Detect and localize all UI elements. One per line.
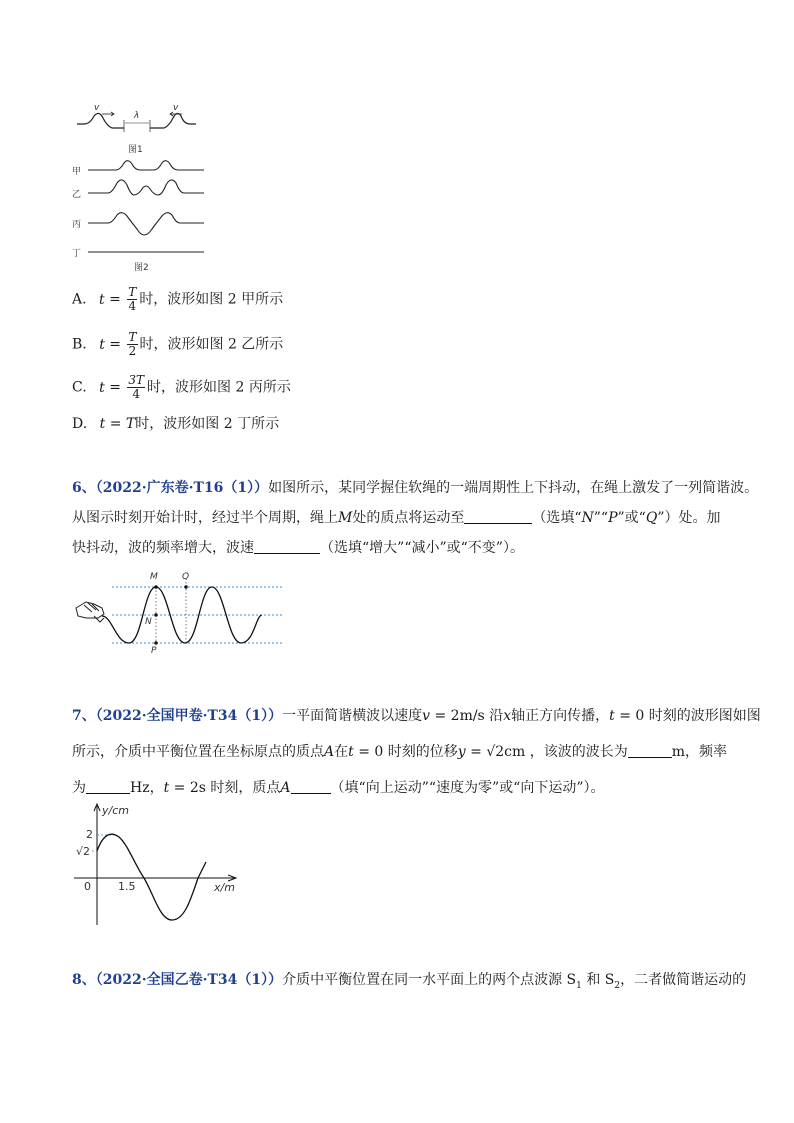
option-a bbox=[72, 286, 283, 313]
q7-text: = 2m/s 沿 bbox=[430, 708, 504, 724]
q7-text: = √2cm ，该波的波长为 bbox=[465, 744, 628, 760]
q6-var-n: N bbox=[581, 510, 594, 526]
q8-line-1 bbox=[72, 970, 746, 996]
option-d bbox=[72, 414, 279, 434]
q7-y-axis-label: y/cm bbox=[102, 804, 129, 817]
option-letter: C. bbox=[72, 379, 87, 396]
q6-var-q: Q bbox=[645, 510, 658, 526]
q7-var-t: t bbox=[348, 744, 354, 760]
figure-2 bbox=[72, 155, 212, 275]
option-letter: B. bbox=[72, 336, 87, 353]
q7-var-v: v bbox=[422, 708, 431, 724]
q7-text: = 0 时刻的位移 bbox=[353, 744, 458, 760]
option-fraction bbox=[127, 286, 137, 313]
fraction-numerator: T bbox=[128, 285, 137, 299]
fraction-denominator: 4 bbox=[128, 299, 137, 313]
option-fraction bbox=[127, 374, 145, 401]
q6-text: （选填“增大”“减小”或“不变”）。 bbox=[320, 540, 524, 556]
answer-blank[interactable] bbox=[86, 779, 130, 794]
q6-fig-label-p: P bbox=[151, 646, 157, 656]
option-letter: D. bbox=[72, 416, 88, 432]
fig2-caption: 图2 bbox=[134, 263, 149, 273]
option-text: 时，波形如图 2 乙所示 bbox=[139, 336, 284, 353]
option-t: t bbox=[99, 416, 106, 432]
q7-text: Hz， bbox=[130, 780, 164, 796]
q6-line-2 bbox=[72, 508, 721, 528]
q7-text: 在 bbox=[334, 744, 349, 760]
option-fraction bbox=[127, 331, 137, 358]
q6-figure bbox=[72, 572, 292, 658]
q6-fig-label-q: Q bbox=[182, 572, 190, 582]
fraction-denominator: 2 bbox=[128, 344, 137, 358]
q7-var-t: t bbox=[163, 780, 170, 796]
q7-tick-sqrt2: √2 bbox=[76, 845, 91, 858]
option-eq: = bbox=[109, 336, 122, 353]
q7-text: = 2s 时刻，质点 bbox=[169, 780, 281, 796]
q8-text: 介质中平衡位置在同一水平面上的两个点波源 S bbox=[282, 972, 577, 988]
answer-blank[interactable] bbox=[291, 779, 331, 794]
q6-line-3 bbox=[72, 538, 524, 558]
q6-text: 快抖动，波的频率增大，波速 bbox=[72, 540, 254, 556]
option-c bbox=[72, 374, 291, 401]
q6-var-p: P bbox=[608, 510, 618, 526]
q7-var-x: x bbox=[503, 708, 512, 724]
q7-line-3 bbox=[72, 778, 605, 798]
q7-line-2 bbox=[72, 742, 727, 762]
option-eq: = bbox=[109, 291, 121, 308]
fig1-caption: 图1 bbox=[128, 145, 143, 155]
q6-fig-label-n: N bbox=[145, 617, 152, 627]
q6-text: 从图示时刻开始计时，经过半个周期，绳上 bbox=[72, 510, 338, 526]
hand-icon bbox=[76, 602, 104, 622]
option-letter: A. bbox=[72, 291, 87, 308]
q6-text: 如图所示，某同学握住软绳的一端周期性上下抖动，在绳上激发了一列简谐波。 bbox=[268, 480, 759, 496]
answer-blank[interactable] bbox=[464, 509, 532, 524]
option-text: 时，波形如图 2 丙所示 bbox=[147, 379, 291, 396]
fig1-v-left: v bbox=[94, 103, 100, 113]
q7-var-a: A bbox=[280, 780, 291, 796]
option-t: t bbox=[99, 336, 105, 353]
q7-var-a: A bbox=[324, 744, 335, 760]
q7-var-t: t bbox=[609, 708, 615, 724]
q7-origin: 0 bbox=[84, 880, 91, 893]
option-eq: = bbox=[109, 416, 122, 432]
fig1-lambda: λ bbox=[134, 111, 140, 121]
figure-2-waves bbox=[72, 155, 212, 275]
q7-text: = 0 时刻的波形图如图 bbox=[614, 708, 761, 724]
q7-text: m，频率 bbox=[671, 744, 727, 760]
fig2-label-jia: 甲 bbox=[72, 167, 82, 177]
q8-sub-1: 1 bbox=[576, 980, 582, 991]
q6-text: 处的质点将运动至 bbox=[352, 510, 465, 526]
q7-x-axis-label: x/m bbox=[214, 881, 235, 894]
q6-rope-wave bbox=[72, 572, 292, 658]
q7-text: 所示，介质中平衡位置在坐标原点的质点 bbox=[72, 744, 324, 760]
q7-line-1 bbox=[72, 706, 761, 726]
q7-tick-2: 2 bbox=[86, 828, 93, 841]
q7-var-y: y bbox=[457, 744, 466, 760]
fig2-label-bing: 丙 bbox=[72, 220, 82, 230]
q7-text: 轴正方向传播， bbox=[511, 708, 610, 724]
q6-text: ”）处。加 bbox=[657, 510, 721, 526]
q7-wave-graph bbox=[66, 800, 246, 930]
q8-sub-2: 2 bbox=[614, 980, 621, 991]
q8-text: ，二者做简谐运动的 bbox=[620, 972, 747, 988]
figure-1 bbox=[72, 100, 202, 156]
option-eq: = bbox=[109, 379, 121, 396]
fraction-numerator: 3T bbox=[128, 373, 145, 387]
answer-blank[interactable] bbox=[254, 539, 320, 554]
q6-line-1 bbox=[72, 478, 758, 498]
option-text: 时，波形如图 2 甲所示 bbox=[139, 291, 284, 308]
q7-label: 7、（2022·全国甲卷·T34（1）） bbox=[72, 708, 283, 724]
q8-text: 和 S bbox=[581, 972, 615, 988]
fig2-label-yi: 乙 bbox=[72, 190, 82, 200]
fraction-denominator: 4 bbox=[132, 387, 141, 401]
q6-fig-label-m: M bbox=[150, 572, 158, 582]
q6-text: （选填“ bbox=[532, 510, 582, 526]
q6-label: 6、（2022·广东卷·T16（1）） bbox=[72, 480, 269, 496]
option-expr: T bbox=[125, 416, 136, 432]
option-b bbox=[72, 331, 283, 358]
q8-label: 8、（2022·全国乙卷·T34（1）） bbox=[72, 972, 283, 988]
option-t: t bbox=[99, 291, 105, 308]
q7-tick-1-5: 1.5 bbox=[118, 880, 136, 893]
fraction-numerator: T bbox=[128, 330, 137, 344]
fig2-label-ding: 丁 bbox=[72, 249, 82, 259]
fig1-v-right: v bbox=[173, 103, 179, 113]
answer-blank[interactable] bbox=[628, 743, 672, 758]
q6-text: ”“ bbox=[593, 510, 609, 526]
option-text: 时，波形如图 2 丁所示 bbox=[135, 416, 280, 432]
q7-text: 为 bbox=[72, 780, 86, 796]
q7-text: （填“向上运动”“速度为零”或“向下运动”）。 bbox=[330, 780, 605, 796]
option-t: t bbox=[99, 379, 105, 396]
q6-var-m: M bbox=[338, 510, 353, 526]
q7-graph-svg bbox=[66, 800, 246, 930]
q6-text: ”或“ bbox=[617, 510, 646, 526]
q7-text: 一平面简谐横波以速度 bbox=[282, 708, 423, 724]
